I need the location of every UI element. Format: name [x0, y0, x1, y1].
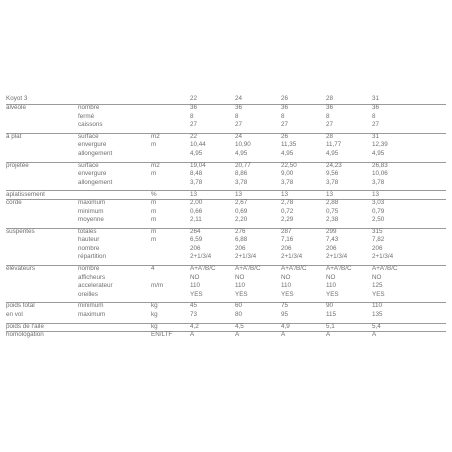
value-cell: 2,29: [281, 216, 294, 223]
value-cell: 2+1/3/4: [235, 253, 257, 261]
value-cell: 206: [281, 244, 292, 252]
table-row: [6, 150, 446, 159]
value-cell: 110: [372, 302, 383, 310]
table-row: [6, 113, 446, 122]
table-row: [6, 245, 446, 254]
value-cell: 27: [372, 121, 380, 129]
value-cell: A+A'/B/C: [190, 265, 216, 273]
table-row: [6, 291, 446, 300]
value-cell: 13: [190, 190, 198, 198]
row-parameter: minimum: [78, 207, 104, 215]
value-cell: 4,9: [281, 322, 290, 330]
value-cell: 24: [235, 132, 243, 140]
value-cell: 110: [326, 282, 337, 290]
value-cell: 3,78: [372, 178, 385, 186]
row-unit: m: [151, 236, 157, 244]
value-cell: 5,1: [326, 322, 335, 330]
size-header: 26: [281, 95, 289, 102]
value-cell: 2,50: [372, 216, 385, 223]
row-parameter: nombre: [78, 265, 100, 273]
model-title: Koyot 3: [6, 95, 28, 102]
value-cell: 26,83: [372, 161, 388, 169]
table-row: [6, 216, 446, 225]
row-label: projetée: [6, 161, 29, 169]
row-parameter: oreilles: [78, 290, 98, 298]
value-cell: 2,67: [235, 199, 248, 206]
value-cell: 36: [281, 104, 289, 112]
row-unit: %: [151, 190, 157, 198]
row-parameter: minimum: [78, 302, 104, 310]
row-parameter: totales: [78, 227, 97, 235]
value-cell: 2+1/3/4: [326, 253, 348, 261]
value-cell: 0,66: [190, 207, 203, 215]
row-parameter: maximum: [78, 199, 106, 206]
row-label: alvéole: [6, 104, 26, 112]
value-cell: 11,35: [281, 141, 297, 149]
size-header: 31: [372, 95, 380, 102]
value-cell: 206: [326, 244, 337, 252]
row-parameter: répartition: [78, 253, 107, 261]
value-cell: 264: [190, 227, 201, 235]
value-cell: 125: [372, 282, 383, 290]
value-cell: 27: [190, 121, 198, 129]
value-cell: A: [372, 331, 377, 339]
value-cell: YES: [281, 290, 294, 298]
value-cell: 287: [281, 227, 292, 235]
value-cell: 315: [372, 227, 383, 235]
row-parameter: fermé: [78, 112, 95, 120]
value-cell: 4,2: [190, 322, 199, 330]
row-unit: m: [151, 199, 157, 206]
row-label: aplatissement: [6, 190, 45, 198]
table-row: [6, 311, 446, 320]
row-unit: m/m: [151, 282, 164, 290]
value-cell: A: [326, 331, 331, 339]
value-cell: 0,79: [372, 207, 385, 215]
row-label: à plat: [6, 132, 22, 140]
value-cell: YES: [235, 290, 248, 298]
row-parameter: afficheurs: [78, 273, 106, 281]
value-cell: 10,06: [372, 170, 388, 178]
row-parameter: nombre: [78, 244, 100, 252]
row-parameter: accelerateur: [78, 282, 113, 290]
value-cell: 26: [281, 132, 289, 140]
value-cell: 8: [372, 112, 376, 120]
value-cell: 12,39: [372, 141, 388, 149]
value-cell: 2+1/3/4: [281, 253, 303, 261]
value-cell: 90: [326, 302, 334, 310]
value-cell: A: [235, 331, 240, 339]
value-cell: 8,48: [190, 170, 203, 178]
value-cell: 13: [372, 190, 380, 198]
value-cell: A+A'/B/C: [281, 265, 307, 273]
value-cell: 3,78: [235, 178, 248, 186]
row-parameter: envergure: [78, 141, 107, 149]
row-label: homologation: [6, 331, 44, 339]
row-unit: m: [151, 216, 157, 223]
row-parameter: allongement: [78, 178, 113, 186]
value-cell: NO: [235, 273, 245, 281]
value-cell: 73: [190, 310, 198, 318]
row-label: élévateurs: [6, 265, 36, 273]
value-cell: 3,78: [326, 178, 339, 186]
value-cell: 8: [235, 112, 239, 120]
value-cell: 22: [190, 132, 198, 140]
value-cell: YES: [372, 290, 385, 298]
value-cell: 28: [326, 132, 334, 140]
value-cell: 3,78: [281, 178, 294, 186]
value-cell: 11,77: [326, 141, 342, 149]
value-cell: 2,38: [326, 216, 339, 223]
value-cell: 10,90: [235, 141, 251, 149]
value-cell: A: [281, 331, 286, 339]
row-label: corde: [6, 199, 22, 206]
value-cell: 4,95: [190, 149, 203, 157]
value-cell: A: [190, 331, 195, 339]
value-cell: A+A'/B/C: [326, 265, 352, 273]
row-label: poids total: [6, 302, 35, 310]
row-parameter: moyenne: [78, 216, 104, 223]
row-unit: kg: [151, 302, 158, 310]
value-cell: 36: [235, 104, 243, 112]
value-cell: 8: [190, 112, 194, 120]
value-cell: 2+1/3/4: [190, 253, 212, 261]
row-label: poids de l'aile: [6, 322, 44, 330]
table-row: [6, 104, 446, 113]
row-unit: kg: [151, 310, 158, 318]
value-cell: YES: [326, 290, 339, 298]
value-cell: 20,77: [235, 161, 251, 169]
value-cell: 31: [372, 132, 380, 140]
row-parameter: surface: [78, 132, 99, 140]
value-cell: 24,23: [326, 161, 342, 169]
value-cell: 110: [281, 282, 292, 290]
value-cell: 10,44: [190, 141, 206, 149]
value-cell: 13: [235, 190, 243, 198]
value-cell: 7,43: [326, 236, 339, 244]
value-cell: 115: [326, 310, 337, 318]
table-row: [6, 199, 446, 208]
value-cell: 8: [281, 112, 285, 120]
table-header-row: [6, 95, 446, 104]
value-cell: NO: [372, 273, 382, 281]
value-cell: 206: [372, 244, 383, 252]
value-cell: 2+1/3/4: [372, 253, 394, 261]
table-row: [6, 302, 446, 311]
row-parameter: envergure: [78, 170, 107, 178]
value-cell: 60: [235, 302, 243, 310]
value-cell: 206: [190, 244, 201, 252]
value-cell: 4,95: [281, 149, 294, 157]
value-cell: 299: [326, 227, 337, 235]
value-cell: 276: [235, 227, 246, 235]
row-unit: m: [151, 207, 157, 215]
value-cell: 2,00: [190, 199, 203, 206]
value-cell: 8,86: [235, 170, 248, 178]
row-parameter: nombre: [78, 104, 100, 112]
table-row: [6, 191, 446, 200]
row-label: suspentes: [6, 227, 35, 235]
row-unit: m: [151, 141, 157, 149]
table-row: [6, 236, 446, 245]
value-cell: 8: [326, 112, 330, 120]
row-label: en vol: [6, 310, 23, 318]
row-parameter: caissons: [78, 121, 103, 129]
table-row: [6, 282, 446, 291]
row-unit: EN/LTF: [151, 331, 173, 339]
value-cell: 2,20: [235, 216, 248, 223]
value-cell: 0,72: [281, 207, 294, 215]
value-cell: 0,75: [326, 207, 339, 215]
value-cell: NO: [326, 273, 336, 281]
size-header: 24: [235, 95, 243, 102]
table-row: [6, 274, 446, 283]
value-cell: 27: [235, 121, 243, 129]
value-cell: 3,03: [372, 199, 385, 206]
table-row: [6, 331, 446, 340]
row-parameter: maximum: [78, 310, 106, 318]
value-cell: 36: [326, 104, 334, 112]
value-cell: 5,4: [372, 322, 381, 330]
row-parameter: surface: [78, 161, 99, 169]
value-cell: 110: [235, 282, 246, 290]
value-cell: 7,16: [281, 236, 294, 244]
value-cell: 9,56: [326, 170, 339, 178]
size-header: 28: [326, 95, 334, 102]
value-cell: 27: [326, 121, 334, 129]
table-row: [6, 121, 446, 130]
size-header: 22: [190, 95, 198, 102]
table-row: [6, 179, 446, 188]
row-unit: m2: [151, 132, 160, 140]
table-row: [6, 208, 446, 217]
value-cell: 27: [281, 121, 289, 129]
value-cell: 0,69: [235, 207, 248, 215]
value-cell: 19,04: [190, 161, 206, 169]
value-cell: 206: [235, 244, 246, 252]
value-cell: NO: [281, 273, 291, 281]
value-cell: 2,11: [190, 216, 202, 223]
value-cell: 36: [190, 104, 198, 112]
value-cell: A+A'/B/C: [235, 265, 261, 273]
table-row: [6, 265, 446, 274]
row-unit: m: [151, 170, 157, 178]
value-cell: 2,78: [281, 199, 294, 206]
row-unit: m: [151, 227, 157, 235]
table-row: [6, 141, 446, 150]
value-cell: 6,88: [235, 236, 248, 244]
value-cell: 4,95: [326, 149, 339, 157]
row-unit: kg: [151, 322, 158, 330]
row-unit: m2: [151, 161, 160, 169]
value-cell: 110: [190, 282, 201, 290]
value-cell: 75: [281, 302, 289, 310]
table-row: [6, 253, 446, 262]
value-cell: A+A'/B/C: [372, 265, 398, 273]
value-cell: 7,82: [372, 236, 385, 244]
row-parameter: hauteur: [78, 236, 100, 244]
value-cell: 45: [190, 302, 198, 310]
value-cell: 13: [281, 190, 289, 198]
value-cell: NO: [190, 273, 200, 281]
value-cell: 4,95: [235, 149, 248, 157]
value-cell: 6,59: [190, 236, 203, 244]
table-row: [6, 323, 446, 332]
row-unit: 4: [151, 265, 155, 273]
value-cell: YES: [190, 290, 203, 298]
value-cell: 9,00: [281, 170, 294, 178]
value-cell: 4,5: [235, 322, 244, 330]
value-cell: 36: [372, 104, 380, 112]
table-row: [6, 133, 446, 142]
table-row: [6, 228, 446, 237]
value-cell: 3,78: [190, 178, 203, 186]
value-cell: 22,50: [281, 161, 297, 169]
row-parameter: allongement: [78, 149, 113, 157]
value-cell: 80: [235, 310, 243, 318]
table-row: [6, 162, 446, 171]
value-cell: 2,88: [326, 199, 339, 206]
value-cell: 13: [326, 190, 334, 198]
value-cell: 4,95: [372, 149, 385, 157]
table-row: [6, 170, 446, 179]
value-cell: 95: [281, 310, 289, 318]
value-cell: 135: [372, 310, 383, 318]
